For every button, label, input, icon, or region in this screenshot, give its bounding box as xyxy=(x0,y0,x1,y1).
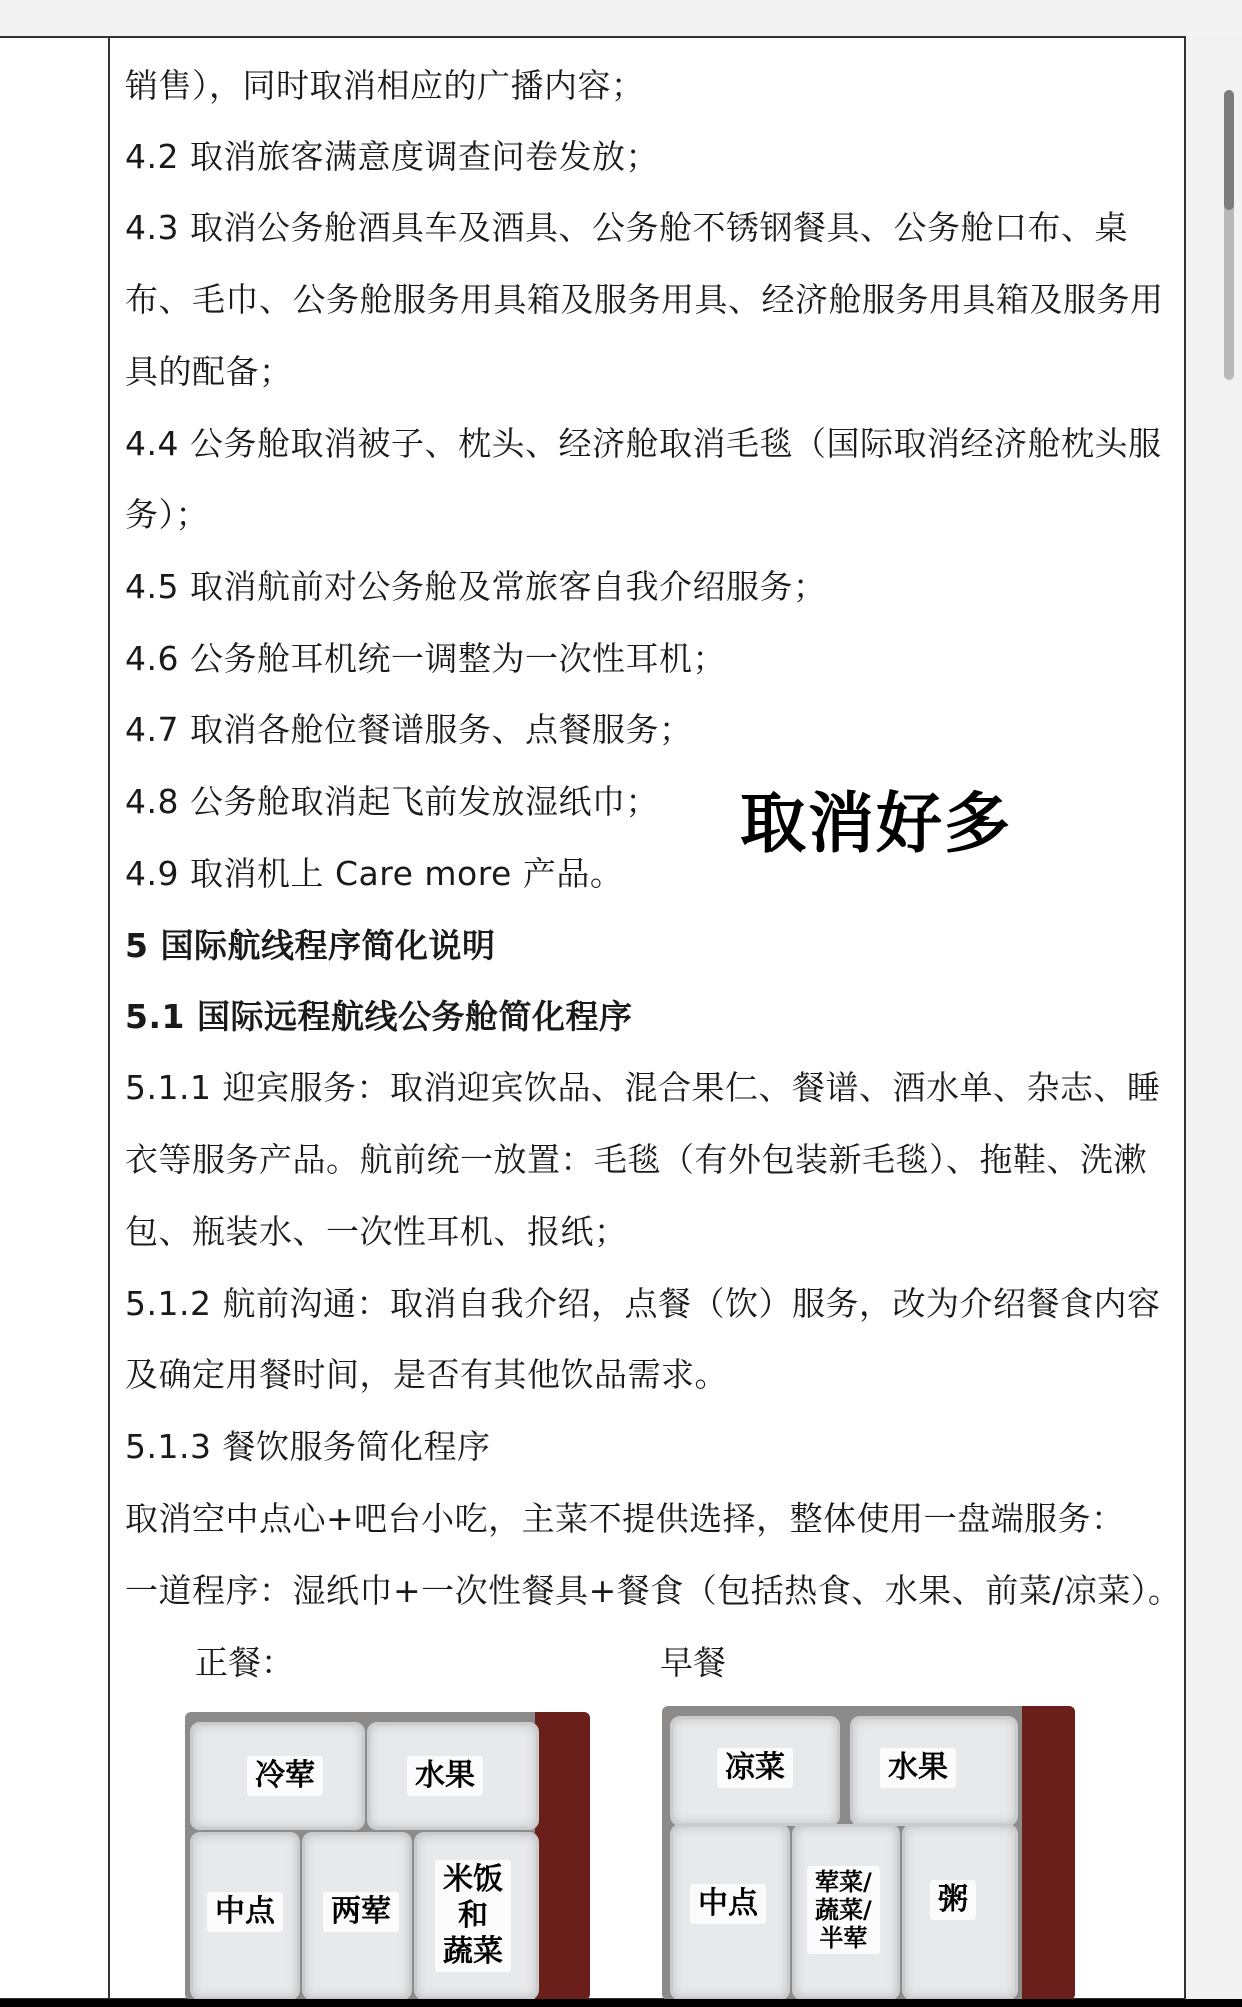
subsection-heading: 5.1 国际远程航线公务舱简化程序 xyxy=(125,997,633,1036)
text-line: 销售），同时取消相应的广播内容； xyxy=(125,66,645,105)
food-label: 水果 xyxy=(407,1756,483,1796)
lunch-caption: 正餐： xyxy=(195,1643,294,1682)
section-heading: 5 国际航线程序简化说明 xyxy=(125,926,496,965)
food-label: 荤菜/ 蔬菜/ 半荤 xyxy=(807,1866,880,1954)
top-strip xyxy=(0,0,1242,36)
text-line: 及确定用餐时间，是否有其他饮品需求。 xyxy=(125,1355,728,1394)
text-line: 具的配备； xyxy=(125,352,293,391)
text-line: 包、瓶装水、一次性耳机、报纸； xyxy=(125,1212,628,1251)
text-line: 布、毛巾、公务舱服务用具箱及服务用具、经济舱服务用具箱及服务用 xyxy=(125,280,1164,319)
text-line: 5.1.1 迎宾服务：取消迎宾饮品、混合果仁、餐谱、酒水单、杂志、睡 xyxy=(125,1068,1161,1107)
text-line: 4.9 取消机上 Care more 产品。 xyxy=(125,854,624,893)
bottom-bar xyxy=(0,1999,1242,2007)
handwritten-annotation: 取消好多 xyxy=(740,785,1012,862)
food-label: 中点 xyxy=(690,1884,766,1924)
food-label: 水果 xyxy=(880,1748,956,1788)
lunch-tray-photo xyxy=(185,1712,590,2000)
food-label: 粥 xyxy=(930,1880,976,1920)
text-line: 5.1.3 餐饮服务简化程序 xyxy=(125,1427,491,1466)
table-left-column xyxy=(0,38,110,1998)
food-label: 中点 xyxy=(207,1892,283,1932)
wrapped-utensils xyxy=(535,1712,590,2000)
breakfast-caption: 早餐 xyxy=(660,1643,726,1682)
text-line: 4.8 公务舱取消起飞前发放湿纸巾； xyxy=(125,782,659,821)
text-line: 务）； xyxy=(125,495,209,534)
text-line: 衣等服务产品。航前统一放置：毛毯（有外包装新毛毯）、拖鞋、洗漱 xyxy=(125,1140,1147,1179)
food-label: 两荤 xyxy=(323,1892,399,1932)
wrapped-utensils xyxy=(1022,1706,1075,2000)
text-line: 5.1.2 航前沟通：取消自我介绍，点餐（饮）服务，改为介绍餐食内容 xyxy=(125,1284,1161,1323)
breakfast-tray-photo xyxy=(662,1706,1075,2000)
text-line: 4.6 公务舱耳机统一调整为一次性耳机； xyxy=(125,639,726,678)
food-label: 冷荤 xyxy=(247,1756,323,1796)
text-line: 取消空中点心+吧台小吃，主菜不提供选择，整体使用一盘端服务： xyxy=(125,1499,1125,1538)
text-line: 4.3 取消公务舱酒具车及酒具、公务舱不锈钢餐具、公务舱口布、桌 xyxy=(125,208,1128,247)
text-line: 4.5 取消航前对公务舱及常旅客自我介绍服务； xyxy=(125,567,827,606)
food-label: 米饭 和 蔬菜 xyxy=(435,1860,511,1972)
food-label: 凉菜 xyxy=(717,1748,793,1788)
text-line: 4.2 取消旅客满意度调查问卷发放； xyxy=(125,137,659,176)
text-line: 4.4 公务舱取消被子、枕头、经济舱取消毛毯（国际取消经济舱枕头服 xyxy=(125,424,1162,463)
scrollbar[interactable] xyxy=(1224,90,1234,380)
text-line: 一道程序：湿纸巾+一次性餐具+餐食（包括热食、水果、前菜/凉菜）。 xyxy=(125,1571,1182,1610)
text-line: 4.7 取消各舱位餐谱服务、点餐服务； xyxy=(125,710,693,749)
